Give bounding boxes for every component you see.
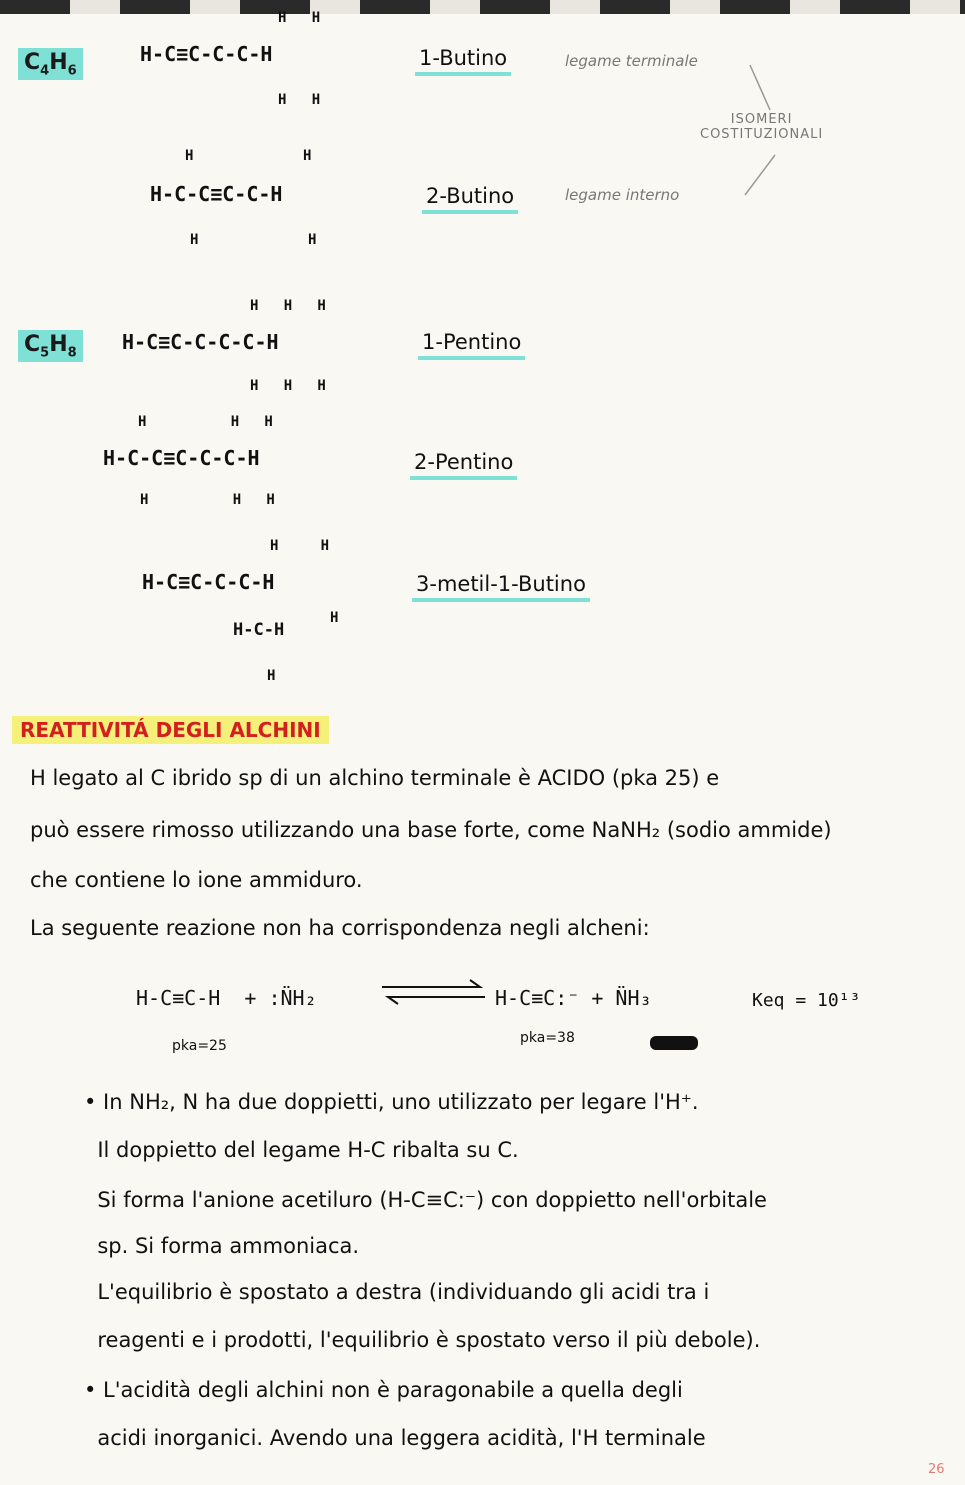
paragraph-line-4: La seguente reazione non ha corrispondenza negli alcheni:	[30, 916, 650, 940]
bullet-line-5: L'equilibrio è spostato a destra (individuando gli acidi tra i	[84, 1280, 710, 1304]
bullet-line-1: • In NH₂, N ha due doppietti, uno utilizzato per legare l'H⁺.	[84, 1090, 699, 1114]
struct4-chain: H-C-C≡C-C-C-H	[103, 446, 260, 470]
struct3-bottom-h: H H H	[250, 378, 326, 394]
reaction-left: H-C≡C-H + :N̈H₂	[136, 986, 317, 1010]
isomers-note: ISOMERI COSTITUZIONALI	[700, 112, 824, 142]
bullet-line-6: reagenti e i prodotti, l'equilibrio è spostato verso il più debole).	[84, 1328, 761, 1352]
bullet-line-3: Si forma l'anione acetiluro (H-C≡C:⁻) con doppietto nell'orbitale	[84, 1188, 767, 1212]
formula-c4h6: $C_4H_6$	[18, 48, 83, 80]
scribble-mark	[650, 1036, 698, 1050]
equilibrium-arrow	[380, 978, 490, 1008]
paragraph-line-1: H legato al C ibrido sp di un alchino terminale è ACIDO (pka 25) e	[30, 766, 720, 790]
struct3-top-h: H H H	[250, 298, 326, 314]
bullet-line-7: • L'acidità degli alchini non è paragonabile a quella degli	[84, 1378, 683, 1402]
reaction-right: H-C≡C:⁻ + N̈H₃	[495, 986, 652, 1010]
keq-value: Keq = 10¹³	[752, 990, 861, 1011]
page-number: 26	[928, 1462, 945, 1477]
struct1-top-h: H H	[278, 10, 321, 26]
section-title: REATTIVITÁ DEGLI ALCHINI	[12, 716, 329, 744]
pka-right: pka=38	[520, 1030, 575, 1046]
name-3-metil-1-butino: 3-metil-1-Butino	[412, 572, 590, 602]
struct5-bottom-h: H	[330, 610, 339, 626]
struct2-bottom-h: H H	[190, 232, 317, 248]
struct1-chain: H-C≡C-C-C-H	[140, 42, 273, 66]
bullet-line-2: Il doppietto del legame H-C ribalta su C.	[84, 1138, 519, 1162]
paragraph-line-2: può essere rimosso utilizzando una base forte, come NaNH₂ (sodio ammide)	[30, 818, 832, 842]
struct4-top-h: H H H	[138, 414, 273, 430]
bullet-line-8: acidi inorganici. Avendo una leggera acidità, l'H terminale	[84, 1426, 706, 1450]
pka-left: pka=25	[172, 1038, 227, 1054]
struct3-chain: H-C≡C-C-C-C-H	[122, 330, 279, 354]
paragraph-line-3: che contiene lo ione ammiduro.	[30, 868, 363, 892]
bullet-line-4: sp. Si forma ammoniaca.	[84, 1234, 360, 1258]
name-1-butino: 1-Butino	[415, 46, 511, 76]
name-2-pentino: 2-Pentino	[410, 450, 517, 480]
page-top-edge	[0, 0, 965, 14]
struct5-branch-h: H	[267, 668, 276, 684]
struct1-bottom-h: H H	[278, 92, 321, 108]
name-1-pentino: 1-Pentino	[418, 330, 525, 360]
struct2-chain: H-C-C≡C-C-H	[150, 182, 283, 206]
name-2-butino: 2-Butino	[422, 184, 518, 214]
struct5-chain: H-C≡C-C-C-H	[142, 570, 275, 594]
struct5-branch: H-C-H	[233, 620, 285, 640]
struct5-top-h: H H	[270, 538, 330, 554]
note-legame-terminale: legame terminale	[565, 52, 698, 70]
note-legame-interno: legame interno	[565, 186, 680, 204]
struct2-top-h: H H	[185, 148, 312, 164]
isomers-bracket	[730, 60, 790, 200]
formula-c5h8: $C_5H_8$	[18, 330, 83, 362]
struct4-bottom-h: H H H	[140, 492, 275, 508]
